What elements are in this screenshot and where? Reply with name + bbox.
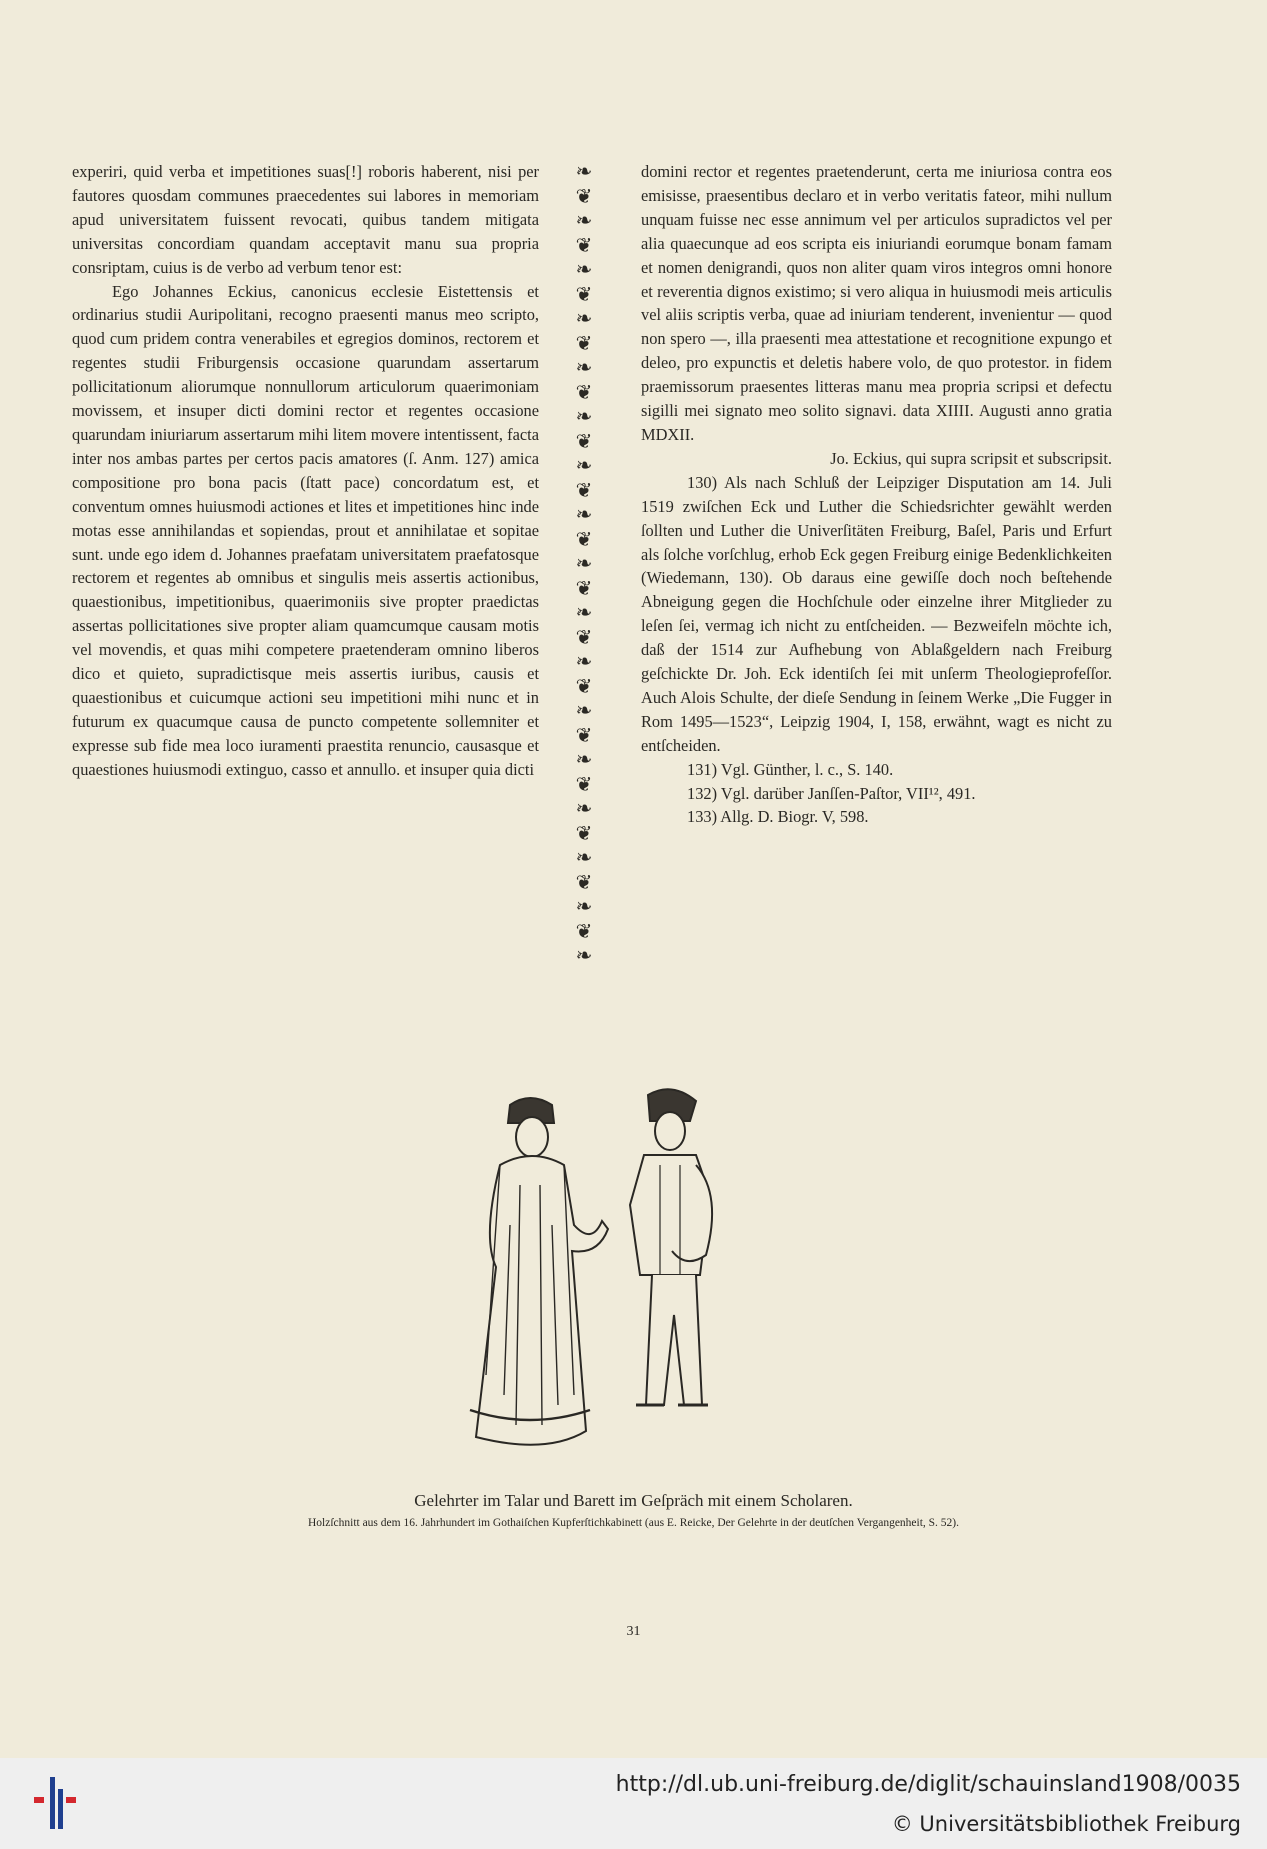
copyright-notice: © Universitätsbibliothek Freiburg [891, 1812, 1241, 1836]
left-paragraph-2: Ego Johannes Eckius, canonicus ecclesie Eistettensis et ordinarius studii Auripolitani, recogno praesenti manus meo scripto, quod cum pridem contra venerabiles et egregios dominos, rectorem et regentes studii Friburgensis occasione quarundam assertarum pollicitationum aliorumque nonnullorum articulorum quaerimoniam movissem, et insuper dicti domini rector et regentes occasione quarundam iniuriarum assertarum mihi litem movere intentissent, facta inter nos ambas partes per certos pacis amatores (ſ. Anm. 127) amica compositione pro bona pacis (ſtatt pace) concordatum est, et conventum omnes huiusmodi actiones et lites et impetitiones hinc inde motas esse annihilandas et sopiendas, prout et annihilatae et sopitae sunt. unde ego idem d. Johannes praefatam universitatem praefatosque rectorem et regentes ab omnibus et singulis meis assertis actionibus, quaestionibus, impetitionibus, quaerimoniis sive propter praedictas assertas pollicitationes sive propter aliam quamcumque causam motis vel movendis, et quas mihi competere praetenderam omnino liberos dico et quieto, supradictisque meis assertis iuribus, causis et quaestionibus et cuicumque actioni seu impetitioni mihi nunc et in futurum ex quacumque causa de puncto competente sollemniter et expresse sub fide mea loco iuramenti praestita renuncio, causasque et quaestiones huiusmodi extinguo, casso et annullo. et insuper quia dicti [72, 281, 539, 779]
vine-ornament-icon: ❦ [575, 771, 593, 796]
vine-ornament-icon: ❧ [575, 257, 593, 281]
woodcut-illustration [440, 1075, 780, 1475]
vine-ornament-icon: ❦ [575, 918, 593, 943]
page-number: 31 [626, 1624, 641, 1639]
vine-ornament-icon: ❦ [575, 232, 593, 257]
vine-ornament-icon: ❧ [575, 404, 593, 428]
vine-ornament-icon: ❧ [575, 698, 593, 722]
vine-ornament-icon: ❧ [575, 502, 593, 526]
vine-ornament-icon: ❧ [575, 159, 593, 183]
footnote-131: 131) Vgl. Günther, l. c., S. 140. [687, 759, 894, 779]
vine-ornament-icon: ❦ [575, 526, 593, 551]
source-url-link[interactable]: http://dl.ub.uni-freiburg.de/diglit/schauinsland1908/0035 [615, 1772, 1241, 1797]
vine-ornament-icon: ❧ [575, 845, 593, 869]
vine-ornament-column [566, 160, 602, 990]
vine-ornament-icon: ❧ [575, 208, 593, 232]
vine-ornament-icon: ❧ [575, 551, 593, 575]
vine-ornament-icon: ❦ [575, 575, 593, 600]
vine-ornament-icon: ❧ [575, 894, 593, 918]
ub-freiburg-logo-icon[interactable] [30, 1773, 80, 1833]
vine-ornament-icon: ❧ [575, 453, 593, 477]
vine-ornament-icon: ❦ [575, 673, 593, 698]
vine-ornament-icon: ❦ [575, 624, 593, 649]
vine-ornament-icon: ❦ [575, 428, 593, 453]
signature-line: Jo. Eckius, qui supra scripsit et subscripsit. [830, 448, 1112, 468]
footnote-132: 132) Vgl. darüber Janſſen-Paſtor, VII¹², 491. [687, 783, 976, 803]
figure-caption: Gelehrter im Talar und Barett im Geſpräch mit einem Scholaren. [414, 1491, 853, 1510]
figure-source-caption: Holzſchnitt aus dem 16. Jahrhundert im Gothaiſchen Kupferſtichkabinett (aus E. Reicke, Der Gelehrte in der deutſchen Vergangenheit, S. 52). [307, 1517, 960, 1529]
vine-ornament-icon: ❧ [575, 943, 593, 967]
left-text-column [72, 160, 539, 782]
vine-ornament-icon: ❧ [575, 747, 593, 771]
vine-ornament-icon: ❧ [575, 649, 593, 673]
vine-ornament-icon: ❦ [575, 330, 593, 355]
footnote-130: 130) Als nach Schluß der Leipziger Disputation am 14. Juli 1519 zwiſchen Eck und Luther die Schiedsrichter gewählt werden ſollten und Luther die Univerſitäten Freiburg, Baſel, Paris und Erfurt als ſolche vorſchlug, erhob Eck gegen Freiburg einige Bedenklichkeiten (Wiedemann, 130). Ob daraus eine gewiſſe doch noch beſtehende Abneigung gegen die Hochſchule oder einzelne ihrer Mitglieder zu leſen ſei, vermag ich nicht zu entſcheiden. — Bezweifeln möchte ich, daß der 1514 zur Aufhebung von Ablaßgeldern nach Freiburg geſchickte Dr. Joh. Eck identiſch ſei mit unſerm Theologieprofeſſor. Auch Alois Schulte, der dieſe Sendung in ſeinem Werke „Die Fugger in Rom 1495—1523“, Leipzig 1904, I, 158, erwähnt, wagt es nicht zu entſcheiden. [641, 472, 1112, 755]
vine-ornament-icon: ❧ [575, 355, 593, 379]
vine-ornament-icon: ❦ [575, 820, 593, 845]
left-paragraph-1: experiri, quid verba et impetitiones suas[!] roboris haberent, nisi per fautores quosdam communes praecedentes sui labores in memoriam apud universitatem fuissent revocati, quibus tandem mitigata universitas concordiam quandam acceptavit manu sua propria consriptam, cuius is de verbo ad verbum tenor est: [72, 162, 539, 277]
vine-ornament-icon: ❧ [575, 306, 593, 330]
footer-bar [0, 1758, 1267, 1849]
vine-ornament-icon: ❦ [575, 869, 593, 894]
vine-ornament-icon: ❦ [575, 477, 593, 502]
right-text-column [641, 160, 1112, 829]
vine-ornament-icon: ❦ [575, 281, 593, 306]
vine-ornament-icon: ❦ [575, 183, 593, 208]
vine-ornament-icon: ❧ [575, 600, 593, 624]
right-latin-text: domini rector et regentes praetenderunt, certa me iniuriosa contra eos emisisse, praesentibus declaro et in verbo veritatis fateor, mihi nullum unquam fuisse nec esse annimum vel per articulos supradictos vel per alia quaecunque ad eos scripta eis iniuriandi eorumque bonam famam et nomen denigrandi, quos non aliter quam viros integros omni honore et reverentia dignos existimo; si vero aliqua in huiusmodi meis articulis vel aliis scriptis verba, quae ad iniuriam tenderent, invenientur — quod non spero —, illa praesenti mea attestatione et recognitione expungo et deleo, pro expunctis et deletis habere volo, de quo protestor. in fidem praemissorum praesentes litteras manu mea propria scripsi et defectu sigilli mei signato meo solito signavi. data XIIII. Augusti anno gratia MDXII. [641, 162, 1112, 444]
vine-ornament-icon: ❦ [575, 722, 593, 747]
footnote-133: 133) Allg. D. Biogr. V, 598. [687, 807, 869, 827]
vine-ornament-icon: ❧ [575, 796, 593, 820]
vine-ornament-icon: ❦ [575, 379, 593, 404]
